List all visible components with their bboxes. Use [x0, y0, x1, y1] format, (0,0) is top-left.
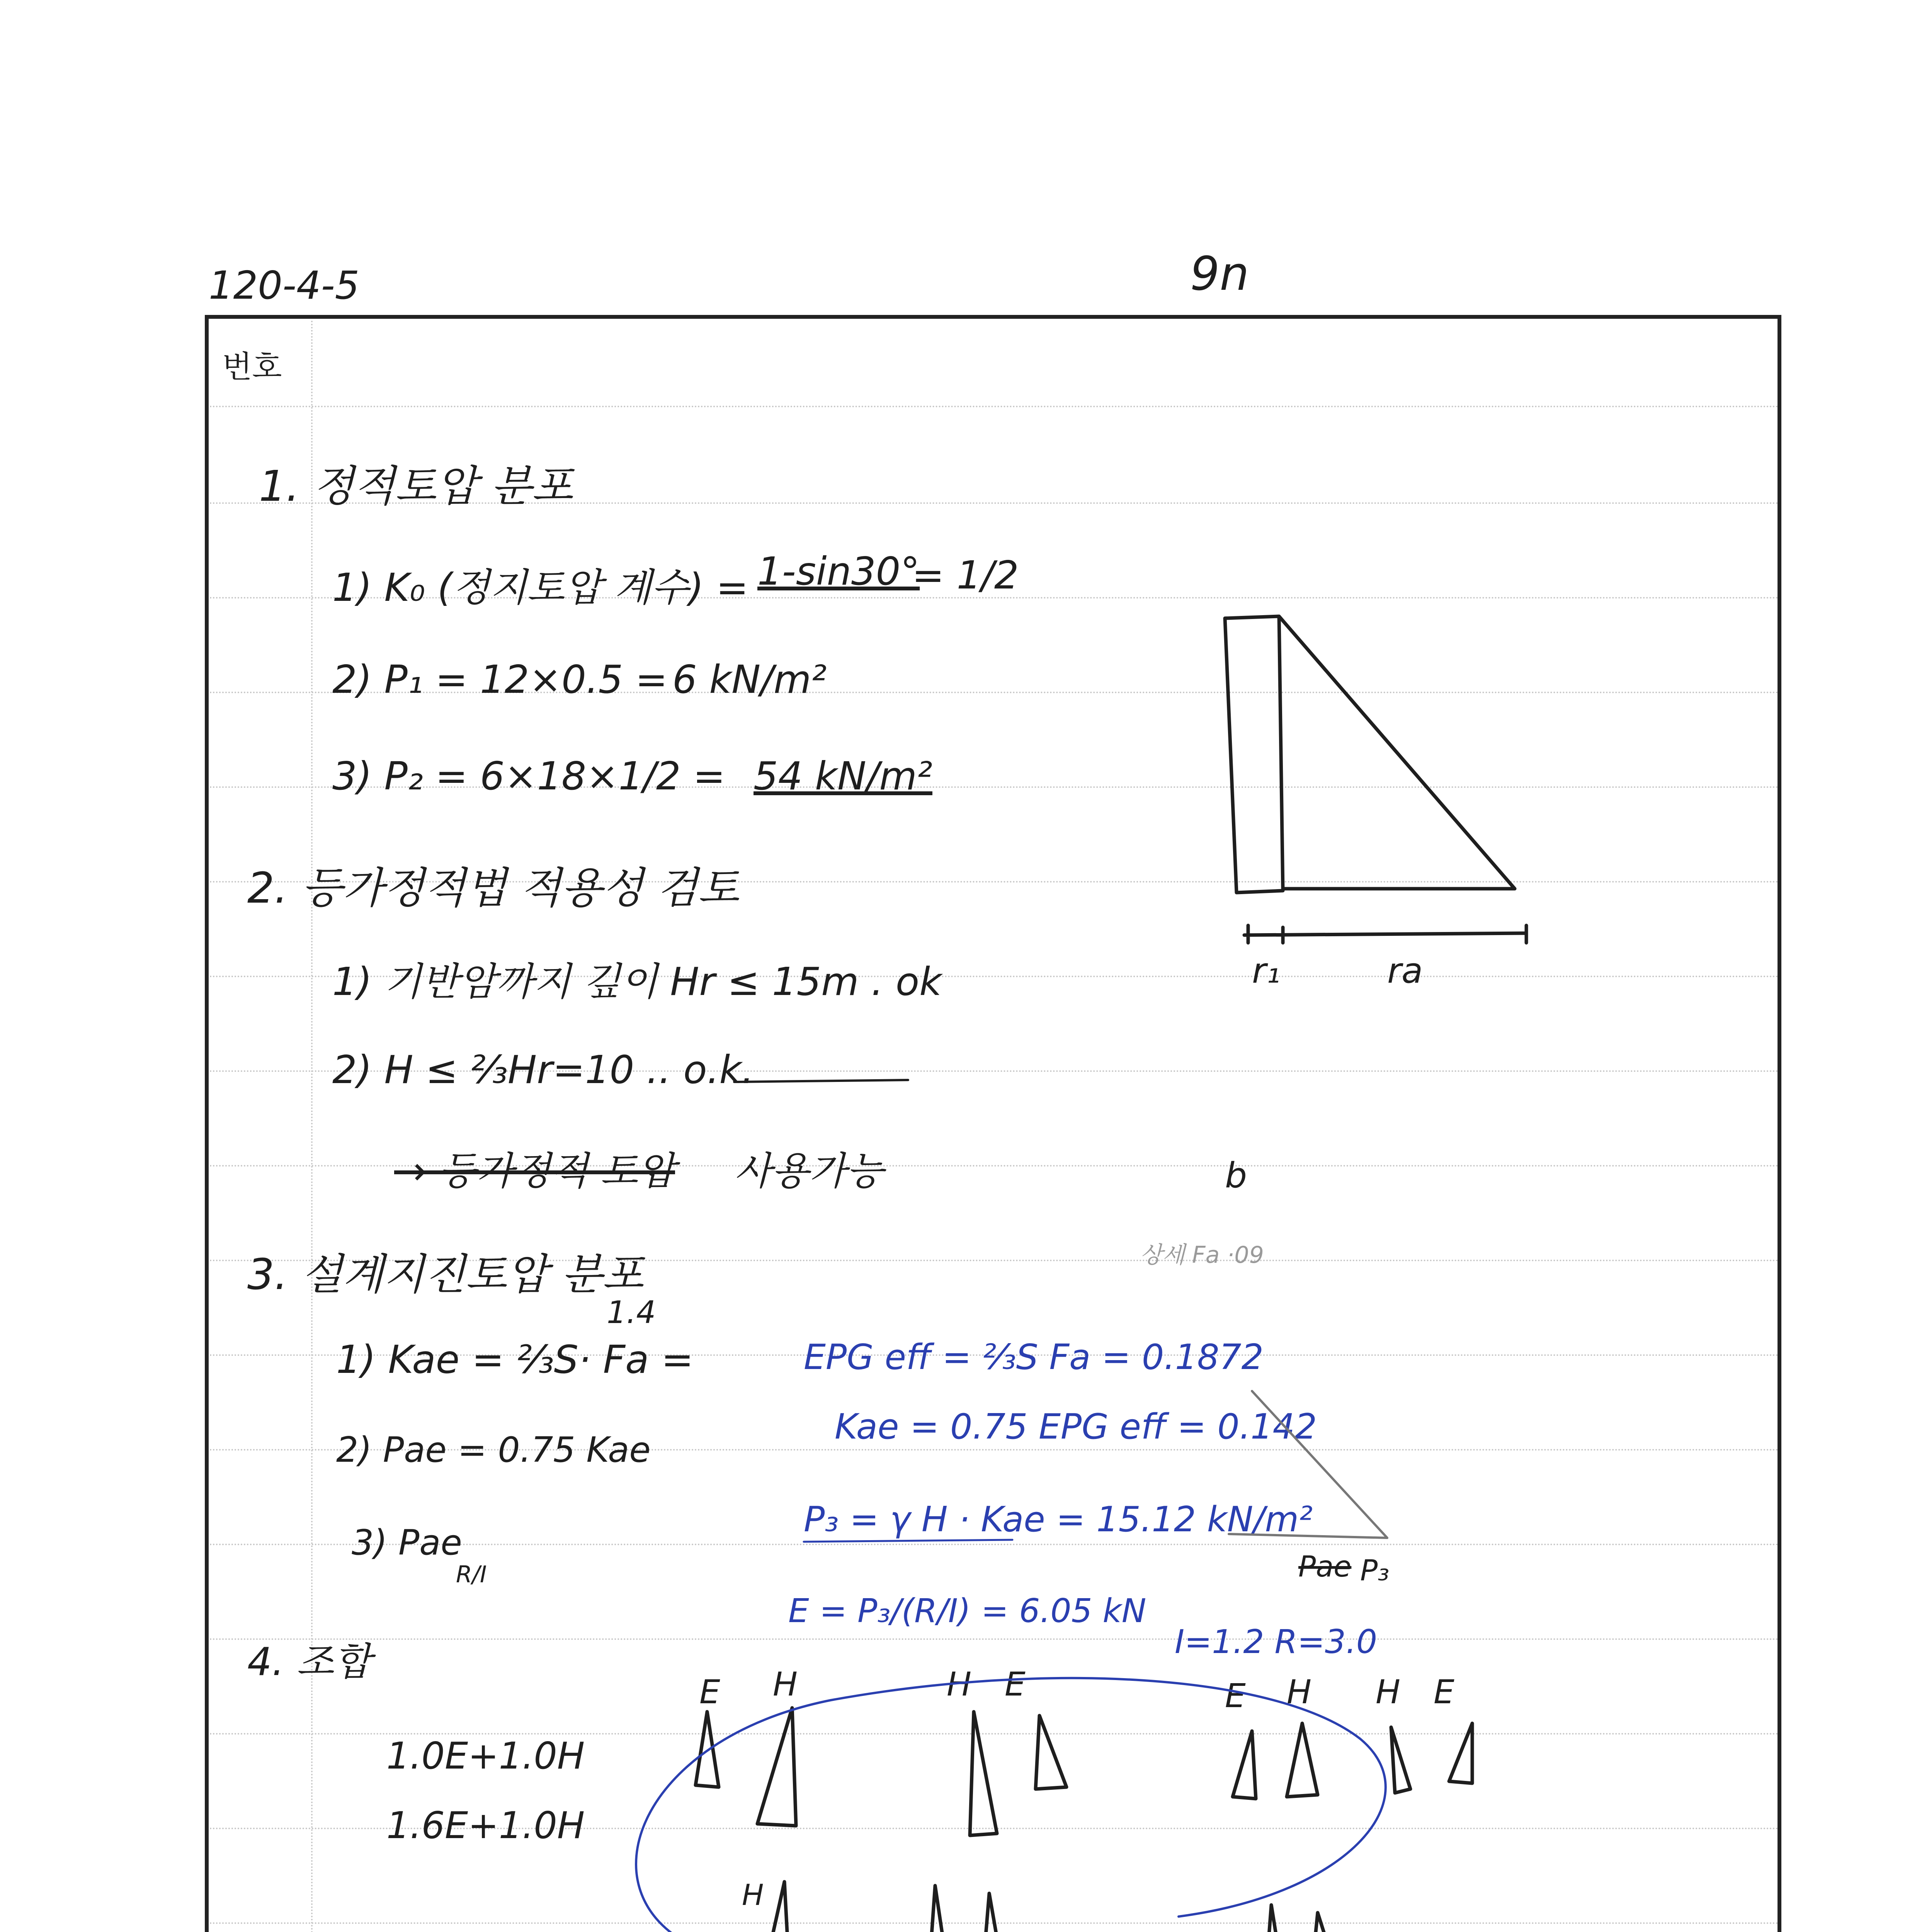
combo-2: 1.6E+1.0H [386, 1804, 585, 1847]
note-pae: Pae [1298, 1549, 1352, 1583]
load-label-h: H [1287, 1673, 1311, 1711]
s1-line-2-left: 2) P₁ = 12×0.5 = [332, 657, 668, 702]
load-label-h: H [773, 1665, 798, 1704]
s1-line-3-val: 54 kN/m² [754, 753, 932, 799]
load-label-h: H [1376, 1673, 1400, 1711]
load-triangle [1036, 1716, 1067, 1789]
load-label-e: E [1005, 1665, 1026, 1704]
load-triangle [769, 1882, 788, 1932]
wall-rectangle [1225, 616, 1283, 893]
s1-line-3-left: 3) P₂ = 6×18×1/2 = [332, 753, 726, 799]
blue-e: E = P₃/(R/I) = 6.05 kN [788, 1592, 1146, 1630]
seismic-triangle [1229, 1391, 1387, 1538]
s1-line-1-right: = 1/2 [912, 553, 1019, 598]
load-label-h: H [742, 1878, 764, 1912]
load-triangle [1233, 1731, 1256, 1799]
s2-line-2: 2) H ≤ ⅔Hr=10 .. o.k. [332, 1047, 754, 1092]
s2-arrow-line: → 등가정적 토압 [394, 1148, 675, 1194]
load-label-e: E [699, 1673, 720, 1711]
load-triangle [1314, 1913, 1329, 1932]
dimension-line [1244, 925, 1526, 943]
page-code: 120-4-5 [209, 263, 360, 308]
blue-kae: Kae = 0.75 EPG eff = 0.142 [835, 1406, 1317, 1447]
load-triangle [1287, 1723, 1318, 1797]
s1-line-2-val: 6 kN/m² [672, 657, 827, 702]
load-triangle [1267, 1905, 1279, 1932]
blue-p3: P₃ = γ H · Kae = 15.12 kN/m² [804, 1499, 1313, 1540]
section-4-title: 4. 조합 [247, 1639, 371, 1684]
note-p3: P₃ [1360, 1553, 1390, 1587]
section-3-title: 3. 설계지진토압 분포 [247, 1250, 643, 1299]
static-pressure-triangle [1279, 616, 1515, 889]
label-ra: ra [1387, 951, 1423, 991]
load-label-e: E [1434, 1673, 1454, 1711]
load-triangle [970, 1712, 997, 1835]
load-triangle [931, 1886, 943, 1932]
section-2-title: 2. 등가정적법 적용성 검토 [247, 863, 739, 913]
load-triangle [1391, 1727, 1410, 1793]
load-triangle [757, 1708, 796, 1826]
s3-line-3-sub: R/I [456, 1561, 487, 1588]
blue-ir: I=1.2 R=3.0 [1175, 1623, 1377, 1661]
s3-superscript: 1.4 [607, 1294, 656, 1330]
note-sbs: 상세 Fa ·09 [1140, 1242, 1264, 1269]
number-label: 번호 [222, 349, 282, 385]
load-triangle [985, 1893, 997, 1932]
load-label-h: H [947, 1665, 971, 1704]
page-mark: 9n [1190, 247, 1249, 301]
s2-arrow-tail: 사용가능 [734, 1148, 884, 1194]
load-triangle [1449, 1723, 1472, 1783]
s3-line-2: 2) Pae = 0.75 Kae [336, 1430, 651, 1470]
note-b: b [1225, 1155, 1247, 1196]
section-1-title: 1. 정적토압 분포 [259, 461, 573, 511]
s1-line-1-left: 1) K₀ (정지토압 계수) = [332, 565, 748, 610]
s3-line-1: 1) Kae = ⅔S· Fa = [336, 1337, 694, 1382]
load-label-e: E [1225, 1677, 1246, 1715]
s3-line-3: 3) Pae [352, 1522, 462, 1563]
s1-line-1-mid: 1-sin30° [757, 549, 920, 594]
s2-line-1: 1) 기반암까지 깊이 Hr ≤ 15m . ok [332, 959, 942, 1004]
label-r1: r₁ [1252, 951, 1281, 991]
blue-epg: EPG eff = ⅔S Fa = 0.1872 [804, 1337, 1264, 1378]
blue-ellipse [636, 1678, 1386, 1932]
combo-1: 1.0E+1.0H [386, 1735, 585, 1777]
